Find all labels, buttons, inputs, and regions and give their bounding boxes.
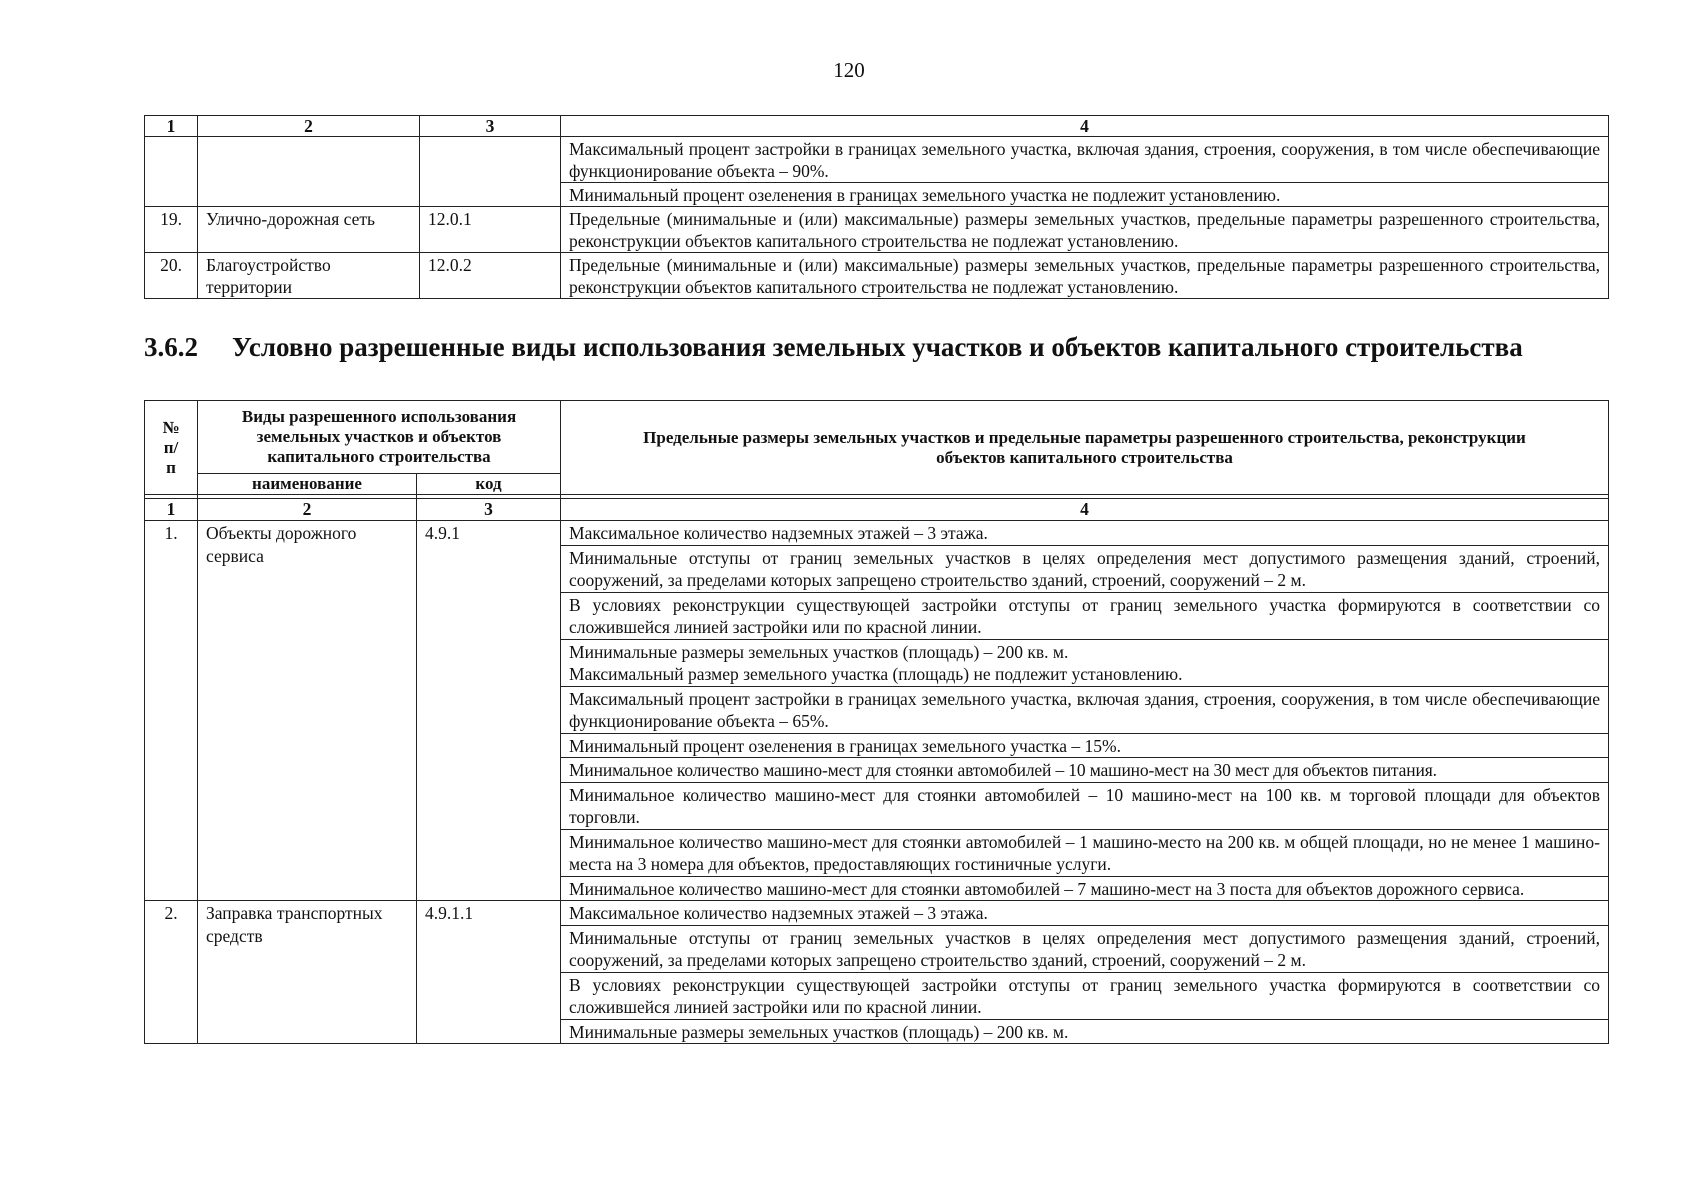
table-row (145, 137, 1609, 183)
table-row (145, 901, 1609, 926)
column-number: 3 (420, 116, 561, 137)
table-header-row (145, 401, 1609, 474)
code-cell: 12.0.1 (420, 207, 561, 253)
name-cell (198, 137, 420, 207)
param-cell: В условиях реконструкции существующей застройки отступы от границ земельного участка формируются в соответствии со сложившейся линией застройки или по красной линии. (561, 592, 1609, 639)
param-cell: Минимальное количество машино-мест для стоянки автомобилей – 7 машино-мест на 3 поста для объектов дорожного сервиса. (561, 876, 1609, 901)
num-cell: 19. (145, 207, 198, 253)
param-cell: В условиях реконструкции существующей застройки отступы от границ земельного участка формируются в соответствии со сложившейся линией застройки или по красной линии. (561, 972, 1609, 1019)
param-cell: Минимальное количество машино-мест для стоянки автомобилей – 10 машино-мест на 100 кв. м торговой площади для объектов торговли. (561, 782, 1609, 829)
name-cell: Улично-дорожная сеть (198, 207, 420, 253)
param-cell: Минимальное количество машино-мест для стоянки автомобилей – 10 машино-мест на 30 мест для объектов питания. (561, 758, 1609, 783)
column-number: 3 (417, 499, 561, 521)
param-cell: Максимальное количество надземных этажей – 3 этажа. (561, 901, 1609, 926)
param-cell: Максимальный процент застройки в границах земельного участка, включая здания, строения, сооружения, в том числе обеспечивающие функционирование объекта – 65%. (561, 686, 1609, 733)
uses-group-header: Виды разрешенного использования земельных участков и объектов капитального строительства (198, 401, 561, 474)
page-number: 120 (833, 58, 865, 82)
column-number: 2 (198, 116, 420, 137)
name-header: наименование (198, 474, 417, 495)
param-cell: Минимальное количество машино-мест для стоянки автомобилей – 1 машино-место на 200 кв. м общей площади, но не менее 1 машино-места на 3 номера для объектов, предоставляющих гостиничные услуги. (561, 829, 1609, 876)
column-number: 1 (145, 499, 198, 521)
num-cell: 1. (145, 521, 198, 901)
column-number-row (145, 116, 1609, 137)
params-header: Предельные размеры земельных участков и предельные параметры разрешенного строительства, реконструкции объектов капитального строительства (561, 401, 1609, 495)
param-cell: Предельные (минимальные и (или) максимальные) размеры земельных участков, предельные параметры разрешенного строительства, реконструкции объектов капитального строительства не подлежат установлению. (561, 207, 1609, 253)
table-row (145, 207, 1609, 253)
param-cell: Максимальный процент застройки в границах земельного участка, включая здания, строения, сооружения, в том числе обеспечивающие функционирование объекта – 90%. (561, 137, 1609, 183)
code-cell: 4.9.1 (417, 521, 561, 901)
table-row (145, 521, 1609, 546)
table-row (145, 253, 1609, 299)
column-number: 1 (145, 116, 198, 137)
name-cell: Объекты дорожного сервиса (198, 521, 417, 901)
column-number: 4 (561, 499, 1609, 521)
column-number-row (145, 499, 1609, 521)
param-cell: Минимальные отступы от границ земельных участков в целях определения мест допустимого размещения зданий, строений, сооружений, за пределами которых запрещено строительство зданий, строений, сооружений – 2 м. (561, 925, 1609, 972)
num-cell: 2. (145, 901, 198, 1044)
num-header: № п/п (145, 401, 198, 495)
num-cell (145, 137, 198, 207)
column-number: 2 (198, 499, 417, 521)
param-cell: Минимальный процент озеленения в границах земельного участка – 15%. (561, 733, 1609, 758)
param-line: Максимальный размер земельного участка (площадь) не подлежит установлению. (569, 664, 1183, 684)
name-cell: Заправка транспортных средств (198, 901, 417, 1044)
section-title: Условно разрешенные виды использования земельных участков и объектов капитального строительства (232, 332, 1523, 362)
param-cell: Минимальные отступы от границ земельных участков в целях определения мест допустимого размещения зданий, строений, сооружений, за пределами которых запрещено строительство зданий, строений, сооружений – 2 м. (561, 545, 1609, 592)
param-cell: Минимальные размеры земельных участков (площадь) – 200 кв. м. (561, 1019, 1609, 1044)
section-heading (144, 332, 1609, 363)
param-cell (561, 639, 1609, 686)
code-cell (420, 137, 561, 207)
conditional-uses-table (144, 400, 1609, 1044)
num-cell: 20. (145, 253, 198, 299)
code-cell: 4.9.1.1 (417, 901, 561, 1044)
param-line: Минимальные размеры земельных участков (площадь) – 200 кв. м. (569, 641, 1069, 662)
column-number: 4 (561, 116, 1609, 137)
name-cell: Благоустройство территории (198, 253, 420, 299)
param-cell: Минимальный процент озеленения в границах земельного участка не подлежит установлению. (561, 183, 1609, 207)
code-header: код (417, 474, 561, 495)
code-cell: 12.0.2 (420, 253, 561, 299)
permitted-uses-table-continuation (144, 115, 1609, 299)
section-number: 3.6.2 (144, 332, 198, 362)
param-cell: Предельные (минимальные и (или) максимальные) размеры земельных участков, предельные параметры разрешенного строительства, реконструкции объектов капитального строительства не подлежат установлению. (561, 253, 1609, 299)
param-cell: Максимальное количество надземных этажей – 3 этажа. (561, 521, 1609, 546)
